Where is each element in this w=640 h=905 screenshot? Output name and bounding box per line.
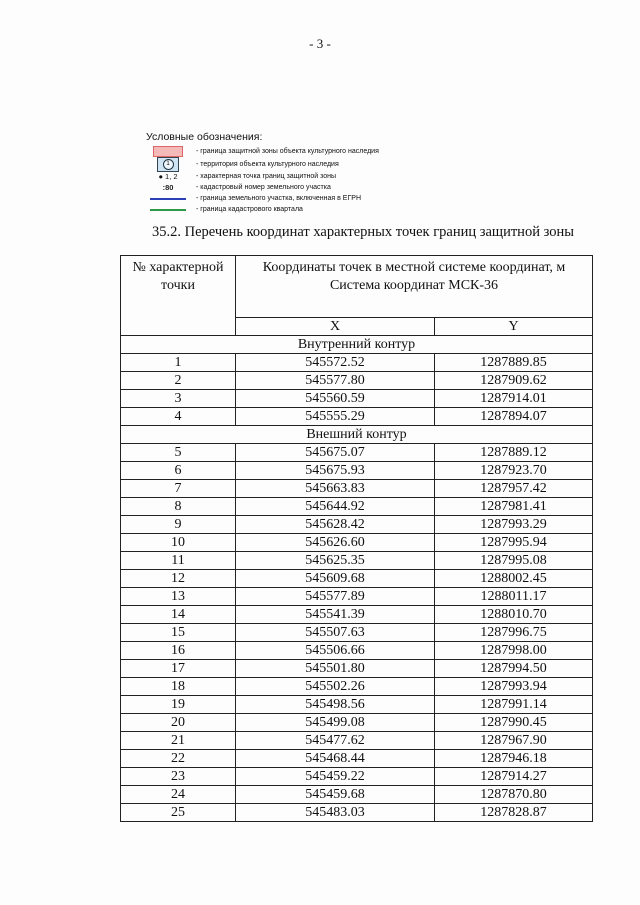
table-row	[121, 624, 593, 642]
y-cell: 1287889.12	[435, 444, 593, 462]
table-row	[121, 534, 593, 552]
table-row	[121, 444, 593, 462]
y-cell: 1287889.85	[435, 354, 593, 372]
point-number-cell: 4	[121, 408, 236, 426]
y-cell: 1288002.45	[435, 570, 593, 588]
red-zone-icon	[153, 146, 183, 157]
table-row	[121, 552, 593, 570]
x-cell: 545644.92	[236, 498, 435, 516]
table-row	[121, 642, 593, 660]
y-cell: 1287993.94	[435, 678, 593, 696]
y-cell: 1287914.01	[435, 390, 593, 408]
point-number-cell: 11	[121, 552, 236, 570]
table-row	[121, 714, 593, 732]
table-row	[121, 660, 593, 678]
y-cell: 1287957.42	[435, 480, 593, 498]
table-row	[121, 498, 593, 516]
y-cell: 1287828.87	[435, 804, 593, 822]
blue-line-icon	[150, 198, 186, 200]
x-cell: 545625.35	[236, 552, 435, 570]
x-cell: 545628.42	[236, 516, 435, 534]
header-point-number: № характерной точки	[121, 256, 236, 336]
x-cell: 545502.26	[236, 678, 435, 696]
x-cell: 545675.07	[236, 444, 435, 462]
legend-title: Условные обозначения:	[146, 131, 263, 143]
y-cell: 1287991.14	[435, 696, 593, 714]
x-cell: 545560.59	[236, 390, 435, 408]
point-number-cell: 3	[121, 390, 236, 408]
x-cell: 545459.22	[236, 768, 435, 786]
point-number-cell: 18	[121, 678, 236, 696]
table-row	[121, 390, 593, 408]
section-heading: 35.2. Перечень координат характерных точек границ защитной зоны	[152, 224, 574, 240]
legend-item-point: ● 1, 2 - характерная точка границ защитной зоны	[158, 172, 337, 181]
table-row	[121, 570, 593, 588]
legend-item-cadastral-number: :80 - кадастровый номер земельного участка	[162, 183, 331, 192]
x-cell: 545541.39	[236, 606, 435, 624]
table-row	[121, 516, 593, 534]
header-y: Y	[435, 318, 593, 336]
x-cell: 545506.66	[236, 642, 435, 660]
point-number-cell: 19	[121, 696, 236, 714]
coordinates-table	[120, 255, 593, 822]
point-number-cell: 5	[121, 444, 236, 462]
point-number-cell: 12	[121, 570, 236, 588]
point-number-cell: 20	[121, 714, 236, 732]
legend-item-heritage-territory: 1 - территория объекта культурного наследия	[146, 157, 446, 171]
point-number-cell: 25	[121, 804, 236, 822]
table-row	[121, 804, 593, 822]
table-row	[121, 372, 593, 390]
x-cell: 545468.44	[236, 750, 435, 768]
y-cell: 1287967.90	[435, 732, 593, 750]
y-cell: 1287946.18	[435, 750, 593, 768]
x-cell: 545459.68	[236, 786, 435, 804]
y-cell: 1287870.80	[435, 786, 593, 804]
contour-label: Внешний контур	[121, 426, 593, 444]
point-number-cell: 17	[121, 660, 236, 678]
x-cell: 545499.08	[236, 714, 435, 732]
point-number-cell: 15	[121, 624, 236, 642]
contour-label-row	[121, 336, 593, 354]
x-cell: 545477.62	[236, 732, 435, 750]
x-cell: 545483.03	[236, 804, 435, 822]
header-x: X	[236, 318, 435, 336]
legend-item-quarter-boundary: - граница кадастрового квартала	[146, 204, 446, 215]
table-row	[121, 606, 593, 624]
x-cell: 545507.63	[236, 624, 435, 642]
point-number-cell: 14	[121, 606, 236, 624]
contour-label-row	[121, 426, 593, 444]
page-number: - 3 -	[309, 36, 331, 51]
table-row	[121, 786, 593, 804]
x-cell: 545577.89	[236, 588, 435, 606]
y-cell: 1288010.70	[435, 606, 593, 624]
y-cell: 1287995.94	[435, 534, 593, 552]
x-cell: 545663.83	[236, 480, 435, 498]
heritage-territory-icon: 1	[157, 157, 179, 172]
x-cell: 545609.68	[236, 570, 435, 588]
point-number-cell: 6	[121, 462, 236, 480]
table-row	[121, 750, 593, 768]
y-cell: 1287909.62	[435, 372, 593, 390]
x-cell: 545626.60	[236, 534, 435, 552]
point-number-cell: 8	[121, 498, 236, 516]
y-cell: 1287996.75	[435, 624, 593, 642]
x-cell: 545501.80	[236, 660, 435, 678]
point-number-cell: 1	[121, 354, 236, 372]
point-number-cell: 13	[121, 588, 236, 606]
table-row	[121, 462, 593, 480]
point-number-cell: 21	[121, 732, 236, 750]
y-cell: 1288011.17	[435, 588, 593, 606]
green-line-icon	[150, 209, 186, 211]
x-cell: 545577.80	[236, 372, 435, 390]
point-dot-icon: ● 1, 2	[158, 172, 178, 181]
point-number-cell: 10	[121, 534, 236, 552]
y-cell: 1287923.70	[435, 462, 593, 480]
y-cell: 1287914.27	[435, 768, 593, 786]
table-row	[121, 678, 593, 696]
y-cell: 1287990.45	[435, 714, 593, 732]
legend	[146, 131, 446, 215]
point-number-cell: 16	[121, 642, 236, 660]
point-number-cell: 2	[121, 372, 236, 390]
y-cell: 1287981.41	[435, 498, 593, 516]
legend-item-protection-zone: - граница защитной зоны объекта культурного наследия	[146, 146, 446, 157]
contour-label: Внутренний контур	[121, 336, 593, 354]
point-number-cell: 23	[121, 768, 236, 786]
cadastral-number-icon: :80	[162, 183, 174, 192]
point-number-cell: 7	[121, 480, 236, 498]
x-cell: 545498.56	[236, 696, 435, 714]
y-cell: 1287894.07	[435, 408, 593, 426]
table-row	[121, 354, 593, 372]
legend-item-land-boundary: - граница земельного участка, включенная в ЕГРН	[146, 193, 446, 204]
x-cell: 545555.29	[236, 408, 435, 426]
table-row	[121, 408, 593, 426]
point-number-cell: 24	[121, 786, 236, 804]
x-cell: 545572.52	[236, 354, 435, 372]
y-cell: 1287994.50	[435, 660, 593, 678]
point-number-cell: 22	[121, 750, 236, 768]
y-cell: 1287993.29	[435, 516, 593, 534]
x-cell: 545675.93	[236, 462, 435, 480]
y-cell: 1287998.00	[435, 642, 593, 660]
header-coordinates: Координаты точек в местной системе координат, м Система координат МСК-36	[236, 256, 593, 318]
table-row	[121, 480, 593, 498]
table-row	[121, 588, 593, 606]
table-row	[121, 696, 593, 714]
y-cell: 1287995.08	[435, 552, 593, 570]
table-row	[121, 732, 593, 750]
table-row	[121, 768, 593, 786]
point-number-cell: 9	[121, 516, 236, 534]
